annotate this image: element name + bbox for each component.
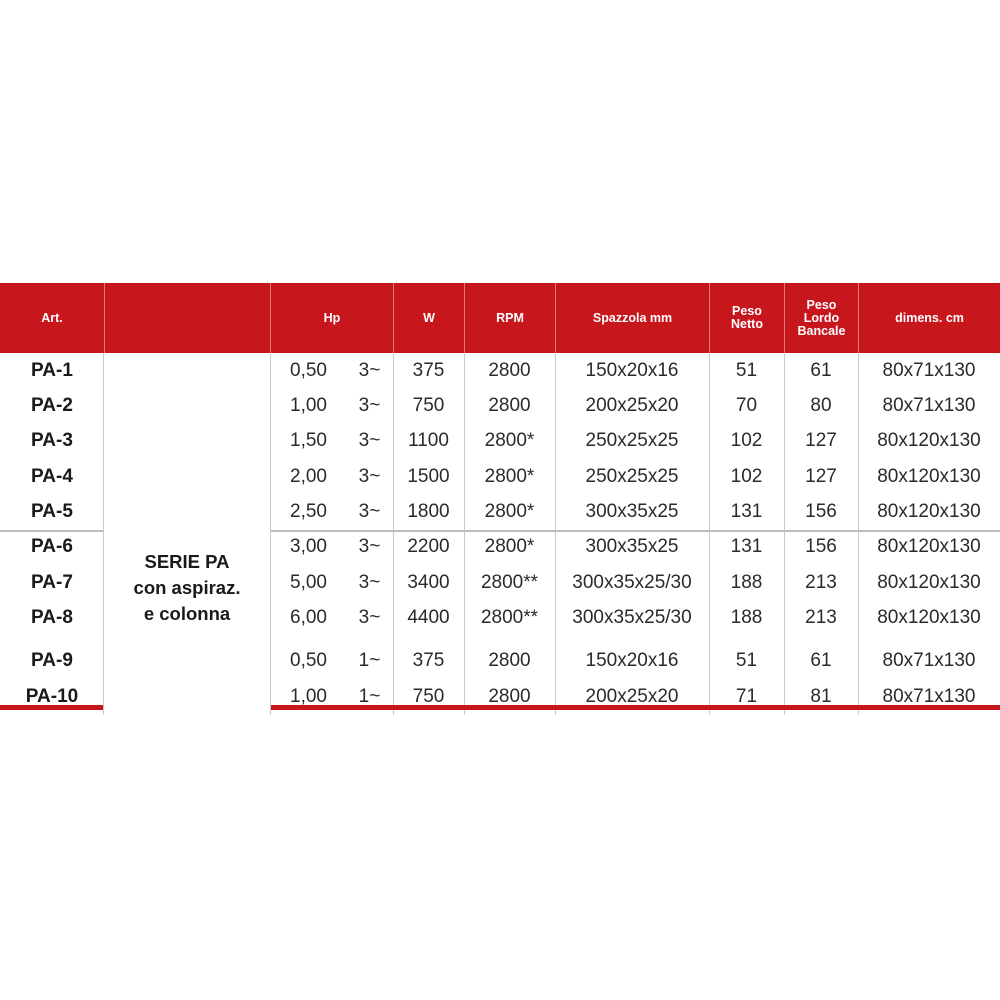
cell-w: 750: [412, 685, 445, 707]
cell-dimens: 80x120x130: [877, 429, 981, 451]
cell-spazzola: 250x25x25: [585, 429, 679, 451]
cell-netto: 131: [730, 500, 763, 522]
cell-art: PA-7: [31, 571, 73, 593]
cell-dimens: 80x120x130: [877, 606, 981, 628]
cell-netto: 102: [730, 429, 763, 451]
cell-rpm: 2800*: [484, 500, 535, 522]
cell-w: 4400: [407, 606, 450, 628]
header-hp: Hp: [270, 283, 393, 353]
cell-spazzola: 200x25x20: [585, 394, 679, 416]
cell-lordo: 156: [805, 535, 837, 557]
table-body: [0, 353, 1000, 715]
cell-hp: 2,00: [290, 465, 327, 487]
cell-dimens: 80x120x130: [877, 500, 981, 522]
cell-phase: 3~: [358, 606, 381, 628]
series-title: SERIE PA: [144, 551, 230, 572]
cell-netto: 71: [735, 685, 758, 707]
cell-rpm: 2800: [488, 649, 531, 671]
cell-phase: 3~: [358, 571, 381, 593]
cell-rpm: 2800: [488, 359, 531, 381]
cell-lordo: 61: [810, 359, 832, 381]
cell-phase: 3~: [358, 359, 381, 381]
cell-rpm: 2800*: [484, 429, 535, 451]
cell-art: PA-3: [31, 429, 73, 451]
cell-dimens: 80x71x130: [882, 685, 976, 707]
cell-w: 750: [412, 394, 445, 416]
cell-phase: 3~: [358, 500, 381, 522]
cell-lordo: 81: [810, 685, 832, 707]
cell-hp: 6,00: [290, 606, 327, 628]
table-row: [0, 388, 1000, 423]
cell-art: PA-1: [31, 359, 73, 381]
table-row: [0, 679, 1000, 714]
cell-art: PA-5: [31, 500, 73, 522]
cell-netto: 188: [730, 606, 763, 628]
table-header: [0, 283, 1000, 353]
cell-rpm: 2800: [488, 685, 531, 707]
cell-phase: 3~: [358, 465, 381, 487]
cell-w: 2200: [407, 535, 450, 557]
cell-rpm: 2800**: [480, 606, 539, 628]
cell-w: 3400: [407, 571, 450, 593]
cell-dimens: 80x71x130: [882, 649, 976, 671]
product-table: [0, 283, 1000, 715]
cell-spazzola: 300x35x25: [585, 500, 679, 522]
cell-spazzola: 150x20x16: [585, 359, 679, 381]
cell-rpm: 2800*: [484, 465, 535, 487]
cell-art: PA-8: [31, 606, 73, 628]
cell-phase: 3~: [358, 535, 381, 557]
cell-lordo: 156: [805, 500, 837, 522]
cell-spazzola: 250x25x25: [585, 465, 679, 487]
cell-hp: 0,50: [290, 359, 327, 381]
cell-lordo: 213: [805, 571, 837, 593]
table-row: [0, 353, 1000, 388]
cell-w: 1500: [407, 465, 450, 487]
cell-phase: 3~: [358, 429, 381, 451]
table-row: [0, 565, 1000, 600]
table-row: [0, 529, 1000, 564]
cell-spazzola: 300x35x25: [585, 535, 679, 557]
header-peso-netto: Peso Netto: [709, 283, 784, 353]
cell-phase: 1~: [358, 685, 381, 707]
series-subtitle-1: con aspiraz.: [133, 577, 241, 598]
cell-netto: 70: [735, 394, 758, 416]
cell-w: 1800: [407, 500, 450, 522]
cell-art: PA-2: [31, 394, 73, 416]
cell-rpm: 2800: [488, 394, 531, 416]
cell-netto: 131: [730, 535, 763, 557]
table-row: [0, 494, 1000, 529]
cell-dimens: 80x120x130: [877, 571, 981, 593]
cell-lordo: 213: [805, 606, 837, 628]
cell-hp: 3,00: [290, 535, 327, 557]
cell-dimens: 80x120x130: [877, 465, 981, 487]
header-peso-lordo: Peso Lordo Bancale: [784, 283, 858, 353]
cell-hp: 0,50: [290, 649, 327, 671]
cell-netto: 102: [730, 465, 763, 487]
cell-netto: 51: [735, 359, 758, 381]
cell-art: PA-9: [31, 649, 73, 671]
cell-dimens: 80x71x130: [882, 394, 976, 416]
cell-dimens: 80x120x130: [877, 535, 981, 557]
cell-hp: 1,50: [290, 429, 327, 451]
cell-netto: 51: [735, 649, 758, 671]
cell-hp: 1,00: [290, 394, 327, 416]
cell-rpm: 2800**: [480, 571, 539, 593]
header-dimens: dimens. cm: [858, 283, 1000, 353]
table-row: [0, 600, 1000, 635]
cell-lordo: 80: [810, 394, 832, 416]
cell-rpm: 2800*: [484, 535, 535, 557]
cell-art: PA-10: [25, 685, 79, 707]
cell-art: PA-6: [31, 535, 73, 557]
cell-hp: 5,00: [290, 571, 327, 593]
header-series: [104, 283, 270, 353]
cell-lordo: 127: [805, 429, 837, 451]
cell-spazzola: 200x25x20: [585, 685, 679, 707]
cell-dimens: 80x71x130: [882, 359, 976, 381]
cell-phase: 1~: [358, 649, 381, 671]
cell-spazzola: 300x35x25/30: [572, 571, 692, 593]
cell-phase: 3~: [358, 394, 381, 416]
cell-w: 375: [412, 649, 445, 671]
cell-art: PA-4: [31, 465, 73, 487]
cell-hp: 1,00: [290, 685, 327, 707]
header-spazzola: Spazzola mm: [555, 283, 709, 353]
cell-netto: 188: [730, 571, 763, 593]
series-subtitle-2: e colonna: [143, 603, 231, 624]
cell-hp: 2,50: [290, 500, 327, 522]
table-row: [0, 643, 1000, 678]
cell-lordo: 127: [805, 465, 837, 487]
table-row: [0, 459, 1000, 494]
cell-spazzola: 300x35x25/30: [572, 606, 692, 628]
cell-w: 375: [412, 359, 445, 381]
cell-lordo: 61: [810, 649, 832, 671]
cell-w: 1100: [408, 429, 449, 451]
table-row: [0, 423, 1000, 458]
header-w: W: [393, 283, 464, 353]
cell-spazzola: 150x20x16: [585, 649, 679, 671]
header-art: Art.: [41, 310, 63, 325]
header-rpm: RPM: [464, 283, 555, 353]
